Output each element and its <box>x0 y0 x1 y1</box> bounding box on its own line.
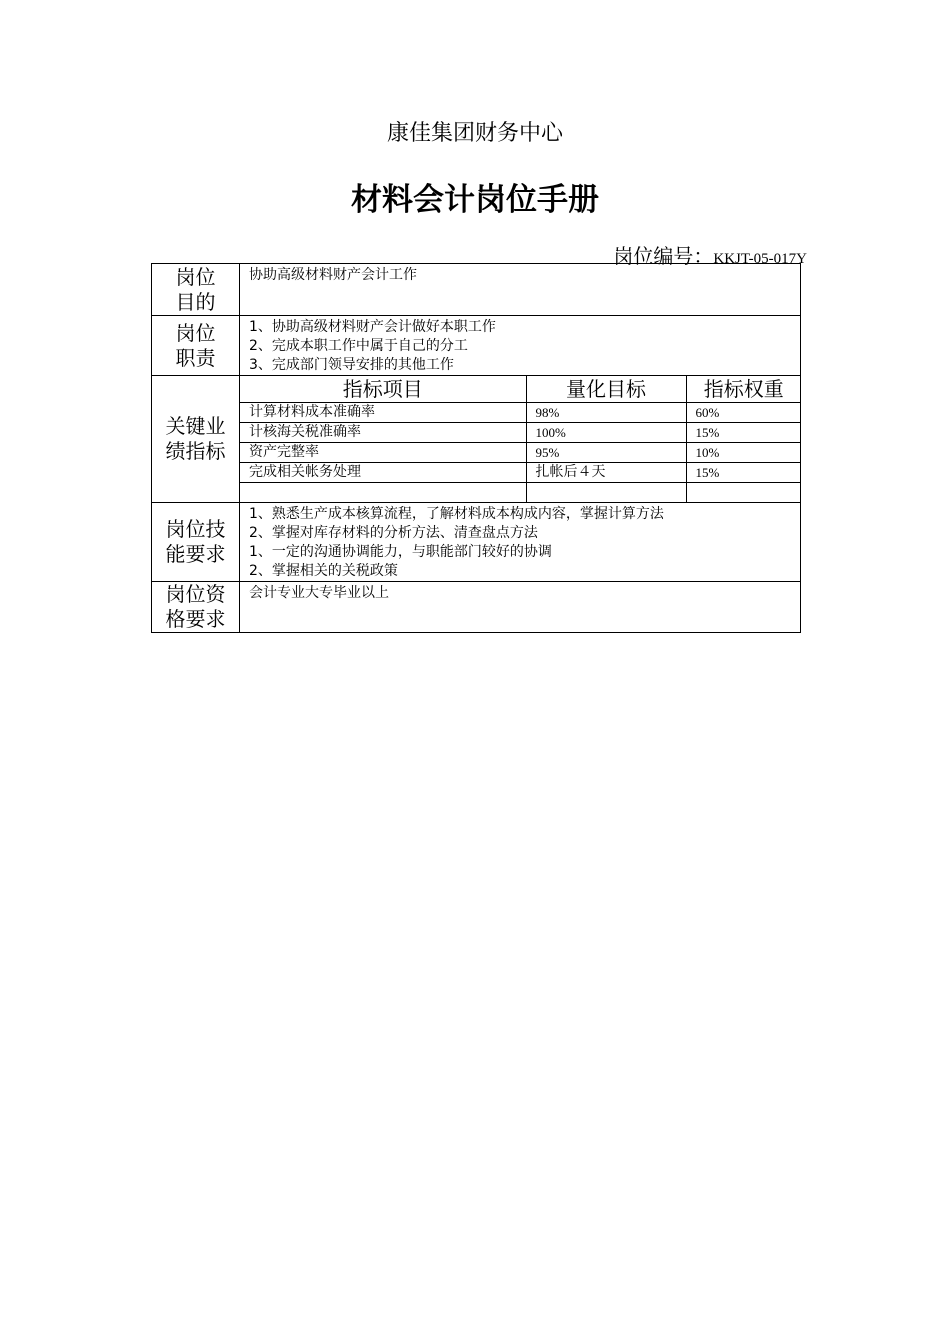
kpi-item: 资产完整率 <box>240 443 526 463</box>
kpi-target: 98% <box>526 403 686 423</box>
kpi-header-weight: 指标权重 <box>686 376 801 403</box>
skill-line-1: 1、熟悉生产成本核算流程，了解材料成本构成内容，掌握计算方法 <box>249 506 664 522</box>
skills-content <box>240 503 801 582</box>
kpi-weight: 15% <box>686 423 801 443</box>
kpi-weight: 60% <box>686 403 801 423</box>
purpose-label <box>152 264 240 316</box>
qualification-content <box>240 582 801 633</box>
kpi-item <box>240 483 526 503</box>
kpi-data-row <box>240 443 801 463</box>
purpose-line: 协助高级材料财产会计工作 <box>249 267 417 283</box>
org-name: 康佳集团财务中心 <box>386 121 563 146</box>
kpi-target <box>526 483 686 503</box>
duty-line-2: 2、完成本职工作中属于自己的分工 <box>249 338 468 354</box>
kpi-empty-row <box>240 483 801 503</box>
kpi-target: 100% <box>526 423 686 443</box>
kpi-target: 95% <box>526 443 686 463</box>
kpi-table <box>240 376 801 502</box>
duties-row <box>152 316 801 376</box>
kpi-data-row <box>240 463 801 483</box>
position-code-label: 岗位编号： <box>613 244 714 268</box>
kpi-cell <box>240 376 801 503</box>
skills-label <box>152 503 240 582</box>
kpi-weight: 15% <box>686 463 801 483</box>
kpi-header-row <box>240 376 801 403</box>
kpi-data-row <box>240 423 801 443</box>
kpi-label-line-2: 绩指标 <box>165 439 226 463</box>
duties-label-line-1: 岗位 <box>175 320 216 345</box>
skills-row <box>152 503 801 582</box>
qualification-label-line-2: 格要求 <box>165 607 226 631</box>
skills-label-line-1: 岗位技 <box>165 517 226 541</box>
kpi-item: 完成相关帐务处理 <box>240 463 526 483</box>
purpose-label-line-1: 岗位 <box>175 264 216 289</box>
qualification-line: 会计专业大专毕业以上 <box>249 585 389 601</box>
qualification-row <box>152 582 801 633</box>
kpi-label <box>152 376 240 503</box>
qualification-label <box>152 582 240 633</box>
purpose-content <box>240 264 801 316</box>
duties-label <box>152 316 240 376</box>
kpi-label-line-1: 关键业 <box>165 414 226 438</box>
page-title: 材料会计岗位手册 <box>351 182 599 218</box>
kpi-item: 计算材料成本准确率 <box>240 403 526 423</box>
duty-line-1: 1、协助高级材料财产会计做好本职工作 <box>249 319 496 335</box>
kpi-weight <box>686 483 801 503</box>
kpi-target: 扎帐后４天 <box>526 463 686 483</box>
position-code-value: KKJT-05-017Y <box>713 251 807 267</box>
kpi-row <box>152 376 801 503</box>
purpose-row <box>152 264 801 316</box>
skill-line-2: 2、掌握对库存材料的分析方法、清查盘点方法 <box>249 525 538 541</box>
skill-line-4: 2、掌握相关的关税政策 <box>249 563 398 579</box>
kpi-header-target: 量化目标 <box>526 376 686 403</box>
skill-line-3: 1、一定的沟通协调能力，与职能部门较好的协调 <box>249 544 552 560</box>
duties-content <box>240 316 801 376</box>
kpi-data-row <box>240 403 801 423</box>
qualification-label-line-1: 岗位资 <box>165 582 226 606</box>
duties-label-line-2: 职责 <box>175 345 216 370</box>
kpi-item: 计核海关税准确率 <box>240 423 526 443</box>
kpi-header-item: 指标项目 <box>240 376 526 403</box>
skills-label-line-2: 能要求 <box>165 542 226 566</box>
purpose-label-line-2: 目的 <box>175 289 216 314</box>
kpi-weight: 10% <box>686 443 801 463</box>
job-manual-table <box>151 263 801 633</box>
duty-line-3: 3、完成部门领导安排的其他工作 <box>249 357 454 373</box>
